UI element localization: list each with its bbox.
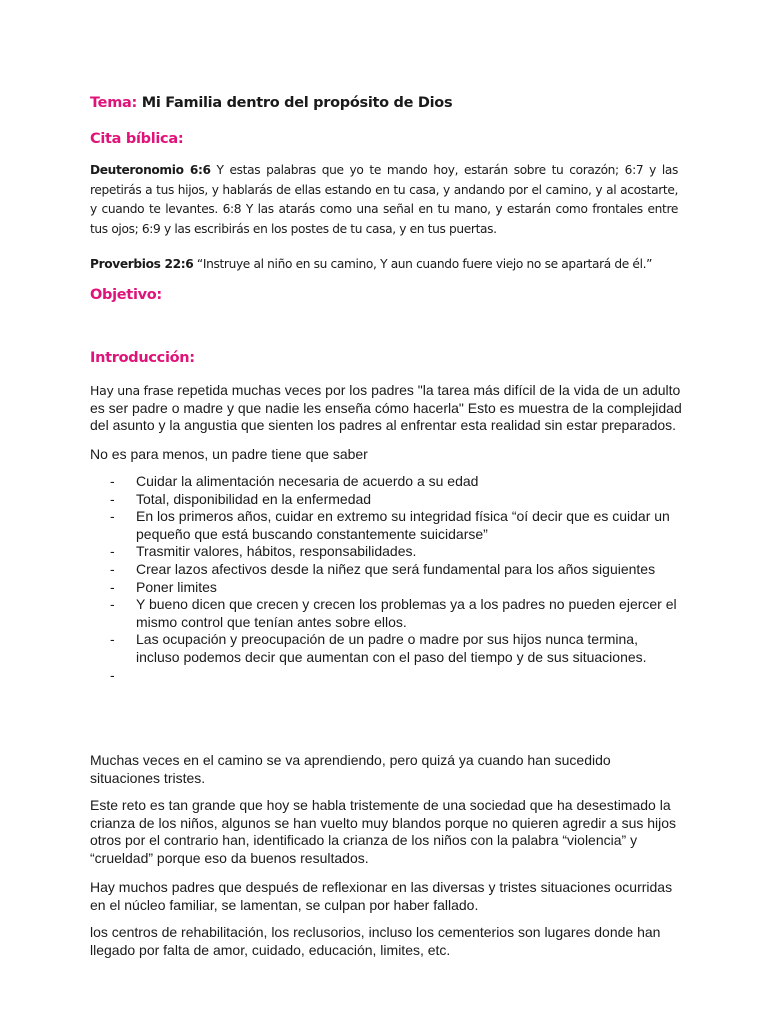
- proverbios-text: “Instruye al niño en su camino, Y aun cuando fuere viejo no se apartará de él.”: [193, 257, 653, 271]
- intro-paragraph-2: No es para menos, un padre tiene que saber: [90, 446, 368, 462]
- list-dash: -: [110, 490, 115, 507]
- body-paragraph-2: Este reto es tan grande que hoy se habla tristemente de una sociedad que ha desestimado la crianza de los niños, algunos se han vuelto muy blandos porque no quieren agredir a sus hijos otros por el contrario han, identificado la crianza de los niños con la palabra “violencia” y “crueldad” porque eso da buenos resultados.: [90, 797, 677, 866]
- list-dash: -: [110, 596, 115, 613]
- deuteronomio-reference: Deuteronomio 6:6: [90, 163, 211, 177]
- body-paragraph-1: Muchas veces en el camino se va aprendiendo, pero quizá ya cuando han sucedido situaciones tristes.: [90, 752, 611, 786]
- list-dash: -: [110, 631, 115, 648]
- objetivo-heading: Objetivo:: [90, 287, 162, 303]
- list-item: - Cuidar la alimentación necesaria de acuerdo a su edad: [110, 473, 479, 489]
- cita-heading: Cita bíblica:: [90, 131, 184, 147]
- tema-heading: [90, 95, 452, 111]
- list-item: - Total, disponibilidad en la enfermedad: [110, 490, 372, 507]
- intro-paragraph-1: [90, 382, 682, 435]
- list-dash: -: [110, 578, 115, 595]
- list-dash: -: [110, 560, 115, 577]
- deuteronomio-paragraph: [90, 161, 678, 239]
- list-item: - Poner limites: [110, 578, 217, 595]
- body-paragraph-3: Hay muchos padres que después de reflexionar en las diversas y tristes situaciones ocurridas en el núcleo familiar, se lamentan, se culpan por haber fallado.: [90, 879, 673, 913]
- list-item: - Las ocupación y preocupación de un padre o madre por sus hijos nunca termina, incluso podemos decir que aumentan con el paso del tiempo y de sus situaciones.: [110, 631, 647, 665]
- deuteronomio-text: Y estas palabras que yo te mando hoy, estarán sobre tu corazón; 6:7 y las repetirás a tus hijos, y hablarás de ellas estando en tu casa, y andando por el camino, y al acostarte, y cuando te levantes. 6:8 Y las atarás como una señal en tu mano, y estarán como frontales entre tus ojos; 6:9 y las escribirás en los postes de tu casa, y en tus puertas.: [90, 163, 679, 236]
- list-item: - En los primeros años, cuidar en extremo su integridad física “oí decir que es cuidar un pequeño que está buscando constantemente suicidarse”: [110, 508, 670, 542]
- list-dash: -: [110, 543, 115, 560]
- list-dash: -: [110, 666, 115, 683]
- proverbios-paragraph: [90, 255, 678, 275]
- tema-title: Mi Familia dentro del propósito de Dios: [141, 95, 453, 111]
- list-item: - Trasmitir valores, hábitos, responsabilidades.: [110, 543, 417, 560]
- body-paragraph-4: los centros de rehabilitación, los reclusorios, incluso los cementerios son lugares donde han llegado por falta de amor, cuidado, educación, limites, etc.: [90, 924, 661, 958]
- tema-label: Tema:: [90, 95, 137, 111]
- list-item: [110, 667, 682, 685]
- list-dash: -: [110, 473, 115, 489]
- introduccion-heading: Introducción:: [90, 350, 195, 366]
- intro-rest: repetida muchas veces por los padres "la tarea más difícil de la vida de un adulto es ser padre o madre y que nadie les enseña cómo hacerla" Esto es muestra de la complejidad del asunto y la angustia que sienten los padres al enfrentar esta realidad sin estar preparados.: [90, 382, 682, 433]
- saber-list: [110, 473, 682, 684]
- intro-lead: Hay una frase: [90, 383, 174, 398]
- list-item: - Y bueno dicen que crecen y crecen los problemas ya a los padres no pueden ejercer el mismo control que tenían antes sobre ellos.: [110, 596, 677, 630]
- list-item: - Crear lazos afectivos desde la niñez que será fundamental para los años siguientes: [110, 560, 656, 577]
- list-dash: -: [110, 508, 115, 525]
- proverbios-reference: Proverbios 22:6: [90, 257, 194, 271]
